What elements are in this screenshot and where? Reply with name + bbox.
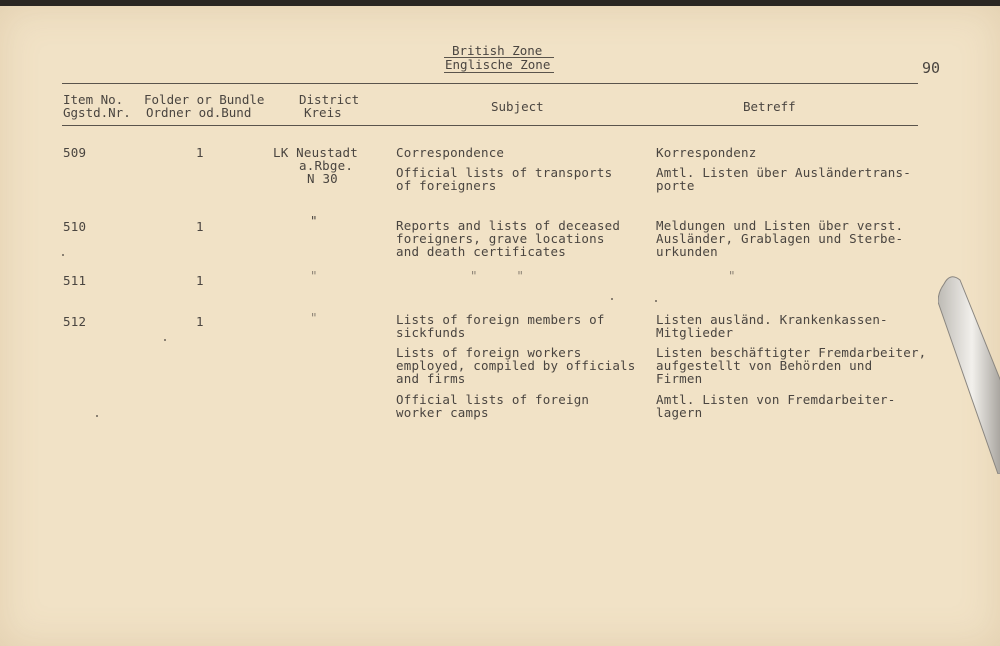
paper-speck xyxy=(655,300,657,302)
header-top-rule xyxy=(62,83,918,84)
row-509-subject-1-line-0: Official lists of transports xyxy=(396,165,613,180)
row-510-betreff-line-2: urkunden xyxy=(656,244,718,259)
row-512-betreff-1-line-1: aufgestellt von Behörden und xyxy=(656,358,873,373)
row-509-betreff-1-line-0: Amtl. Listen über Ausländertrans- xyxy=(656,165,911,180)
row-512-betreff-1-line-0: Listen beschäftigter Fremdarbeiter, xyxy=(656,345,927,360)
row-509-district-1: LK Neustadt xyxy=(273,145,358,160)
row-512-folder: 1 xyxy=(196,314,204,329)
row-510-item: 510 xyxy=(63,219,87,234)
zone-underline-2 xyxy=(444,72,554,73)
paper-speck xyxy=(611,298,613,300)
row-512-betreff-1-line-2: Firmen xyxy=(656,371,703,386)
row-509-subject-1-line-1: of foreigners xyxy=(396,178,497,193)
row-510-folder: 1 xyxy=(196,219,204,234)
row-510-subject-line-1: foreigners, grave locations xyxy=(396,231,605,246)
page-number: 90 xyxy=(922,59,941,77)
row-512-subject-2-line-0: Official lists of foreign xyxy=(396,392,590,407)
row-512-betreff-2-line-1: lagern xyxy=(656,405,703,420)
row-512-subject-2-line-1: worker camps xyxy=(396,405,489,420)
row-512-betreff-0-line-0: Listen ausländ. Krankenkassen- xyxy=(656,312,888,327)
row-511-folder: 1 xyxy=(196,273,204,288)
row-510-subject-line-2: and death certificates xyxy=(396,244,566,259)
row-509-district-3: N 30 xyxy=(307,171,338,186)
row-512-subject-1-line-1: employed, compiled by officials xyxy=(396,358,636,373)
paper-speck xyxy=(62,254,64,256)
col-folder-line2: Ordner od.Bund xyxy=(146,105,252,120)
zone-title-en: British Zone xyxy=(452,43,543,58)
row-511-district-ditto: " xyxy=(310,268,318,283)
col-subject: Subject xyxy=(491,99,544,114)
col-district-line2: Kreis xyxy=(304,105,342,120)
row-512-betreff-0-line-1: Mitglieder xyxy=(656,325,734,340)
col-district-line1: District xyxy=(299,92,360,107)
document-page xyxy=(0,6,1000,646)
row-512-subject-1-line-0: Lists of foreign workers xyxy=(396,345,582,360)
row-512-item: 512 xyxy=(63,314,87,329)
row-512-district-ditto: " xyxy=(310,310,318,325)
row-510-betreff-line-0: Meldungen und Listen über verst. xyxy=(656,218,904,233)
row-510-district-ditto: " xyxy=(310,213,318,228)
row-509-item: 509 xyxy=(63,145,87,160)
row-512-subject-0-line-0: Lists of foreign members of xyxy=(396,312,605,327)
header-bottom-rule xyxy=(62,125,918,126)
row-509-folder: 1 xyxy=(196,145,204,160)
col-betreff: Betreff xyxy=(743,99,796,114)
row-509-betreff-0-line-0: Korrespondenz xyxy=(656,145,757,160)
row-511-item: 511 xyxy=(63,273,87,288)
paper-speck xyxy=(96,415,98,417)
row-511-betreff-ditto: " xyxy=(728,268,736,283)
row-512-betreff-2-line-0: Amtl. Listen von Fremdarbeiter- xyxy=(656,392,896,407)
row-510-betreff-line-1: Ausländer, Grablagen und Sterbe- xyxy=(656,231,904,246)
paper-speck xyxy=(164,339,166,341)
zone-title-de: Englische Zone xyxy=(445,57,551,72)
col-folder-line1: Folder or Bundle xyxy=(144,92,265,107)
row-509-subject-0-line-0: Correspondence xyxy=(396,145,505,160)
col-item-line1: Item No. xyxy=(63,92,124,107)
row-512-subject-0-line-1: sickfunds xyxy=(396,325,466,340)
row-509-betreff-1-line-1: porte xyxy=(656,178,695,193)
row-510-subject-line-0: Reports and lists of deceased xyxy=(396,218,621,233)
col-item-line2: Ggstd.Nr. xyxy=(63,105,131,120)
tweezer-image xyxy=(938,274,1000,474)
row-512-subject-1-line-2: and firms xyxy=(396,371,466,386)
row-511-subject-ditto: " " xyxy=(470,268,525,283)
row-509-district-2: a.Rbge. xyxy=(299,158,354,173)
